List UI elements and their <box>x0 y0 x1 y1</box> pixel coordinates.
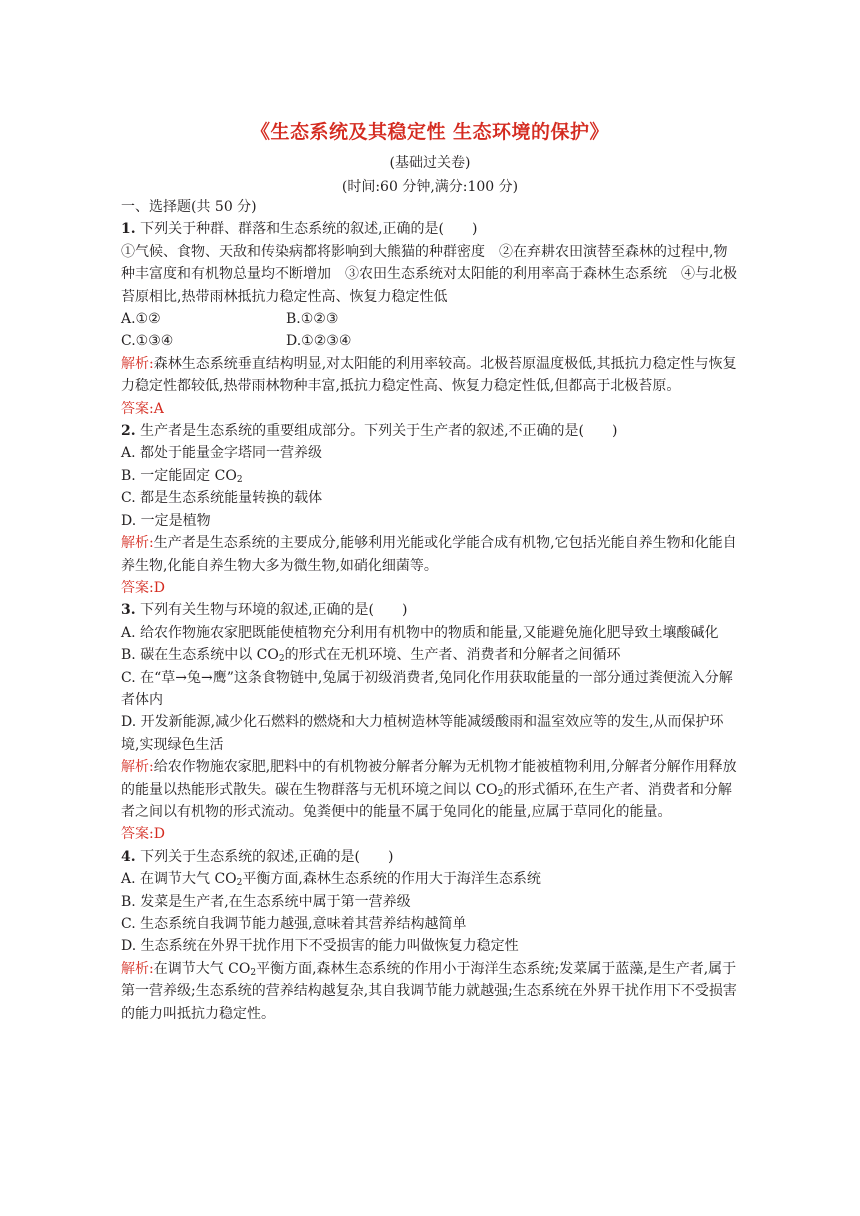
option-c: C. 在“草→兔→鹰”这条食物链中,兔属于初级消费者,兔同化作用获取能量的一部分通过粪便流入分解者体内 <box>121 669 733 708</box>
option-b-text: B. 一定能固定 CO <box>121 467 237 484</box>
analysis-text-cont: 的形式循环,在生产者、消费者和分解者之间以有机物的形式流动。兔粪便中的能量不属于兔同化的能量,应属于草同化的能量。 <box>121 781 732 820</box>
option-b: B.①②③ <box>286 311 339 328</box>
question-number: 1. <box>121 221 136 238</box>
option-b-text: B. 碳在生态系统中以 CO <box>121 647 279 664</box>
option-row <box>121 330 741 352</box>
question-text: 下列关于种群、群落和生态系统的叙述,正确的是( ) <box>135 221 478 238</box>
analysis-label: 解析: <box>121 960 154 977</box>
option-a-text: A. 在调节大气 CO <box>121 871 237 888</box>
option-d: D. 开发新能源,减少化石燃料的燃烧和大力植树造林等能减缓酸雨和温室效应等的发生,从而保护环境,实现绿色生活 <box>121 714 724 753</box>
question-content <box>121 196 741 1025</box>
option-d: D.①②③④ <box>286 333 352 350</box>
analysis-text-cont: 平衡方面,森林生态系统的作用小于海洋生态系统;发菜属于蓝藻,是生产者,属于第一营养级;生态系统的营养结构越复杂,其自我调节能力就越强;生态系统在外界干扰作用下不受损害的能力叫抵抗力稳定性。 <box>121 960 737 1022</box>
option-d: D. 一定是植物 <box>121 512 211 529</box>
document-subtitle: (基础过关卷) <box>389 155 471 171</box>
option-c: C.①③④ <box>121 333 174 350</box>
option-a: A. 都处于能量金字塔同一营养级 <box>121 445 323 462</box>
question-2 <box>121 420 741 599</box>
subscript: 2 <box>236 474 243 485</box>
option-b: B. 发菜是生产者,在生态系统中属于第一营养级 <box>121 893 411 910</box>
answer: 答案:A <box>121 400 164 417</box>
question-number: 3. <box>121 602 136 619</box>
analysis-text: 给农作物施农家肥,肥料中的有机物被分解者分解为无机物才能被植物利用,分解者分解作用释放的能量以热能形式散失。碳在生物群落与无机环境之间以 CO <box>121 759 737 798</box>
answer: 答案:D <box>121 579 165 596</box>
question-text: 下列有关生物与环境的叙述,正确的是( ) <box>135 602 408 619</box>
question-number: 4. <box>121 848 136 865</box>
analysis-label: 解析: <box>121 535 154 552</box>
analysis <box>121 532 741 577</box>
answer: 答案:D <box>121 826 165 843</box>
option-a: A.①② <box>121 311 161 328</box>
subscript: 2 <box>497 788 504 799</box>
analysis <box>121 756 741 823</box>
option-row <box>121 308 741 330</box>
analysis-label: 解析: <box>121 355 154 372</box>
analysis <box>121 958 741 1025</box>
option-c: C. 生态系统自我调节能力越强,意味着其营养结构越简单 <box>121 916 467 932</box>
question-stem <box>121 218 741 240</box>
question-body: ①气候、食物、天敌和传染病都将影响到大熊猫的种群密度 ②在弃耕农田演替至森林的过程中,物种丰富度和有机物总量均不断增加 ③农田生态系统对太阳能的利用率高于森林生态系统 ④与北极苔原相比,热带雨林抵抗力稳定性高、恢复力稳定性低 <box>121 243 737 305</box>
question-stem <box>121 420 741 442</box>
document-title: 《生态系统及其稳定性 生态环境的保护》 <box>250 121 610 143</box>
analysis-text: 生产者是生态系统的主要成分,能够利用光能或化学能合成有机物,它包括光能自养生物和化能自养生物,化能自养生物大多为微生物,如硝化细菌等。 <box>121 535 737 574</box>
question-stem <box>121 846 741 868</box>
question-stem <box>121 599 741 621</box>
analysis <box>121 353 741 398</box>
option-b <box>121 644 741 666</box>
option-d: D. 生态系统在外界干扰作用下不受损害的能力叫做恢复力稳定性 <box>121 938 519 955</box>
option-a <box>121 868 741 890</box>
option-a-text-cont: 平衡方面,森林生态系统的作用大于海洋生态系统 <box>242 871 541 888</box>
option-a: A. 给农作物施农家肥既能使植物充分利用有机物中的物质和能量,又能避免施化肥导致土壤酸碱化 <box>121 624 719 641</box>
subscript: 2 <box>236 878 243 889</box>
analysis-text: 森林生态系统垂直结构明显,对太阳能的利用率较高。北极苔原温度极低,其抵抗力稳定性与恢复力稳定性都较低,热带雨林物种丰富,抵抗力稳定性高、恢复力稳定性低,但都高于北极苔原。 <box>121 355 737 395</box>
analysis-text: 在调节大气 CO <box>153 960 251 977</box>
question-text: 下列关于生态系统的叙述,正确的是( ) <box>135 848 394 865</box>
exam-meta: (时间:60 分钟,满分:100 分) <box>341 179 519 195</box>
option-b <box>121 465 741 487</box>
question-4 <box>121 846 741 1025</box>
analysis-label: 解析: <box>121 759 154 776</box>
section-heading: 一、选择题(共 50 分) <box>121 199 257 215</box>
subscript: 2 <box>278 654 285 665</box>
question-3 <box>121 599 741 845</box>
option-b-text-cont: 的形式在无机环境、生产者、消费者和分解者之间循环 <box>284 647 621 664</box>
question-number: 2. <box>121 423 136 440</box>
question-text: 生产者是生态系统的重要组成部分。下列关于生产者的叙述,不正确的是( ) <box>135 423 618 440</box>
question-1 <box>121 218 741 420</box>
option-c: C. 都是生态系统能量转换的载体 <box>121 490 323 507</box>
subscript: 2 <box>250 967 257 978</box>
